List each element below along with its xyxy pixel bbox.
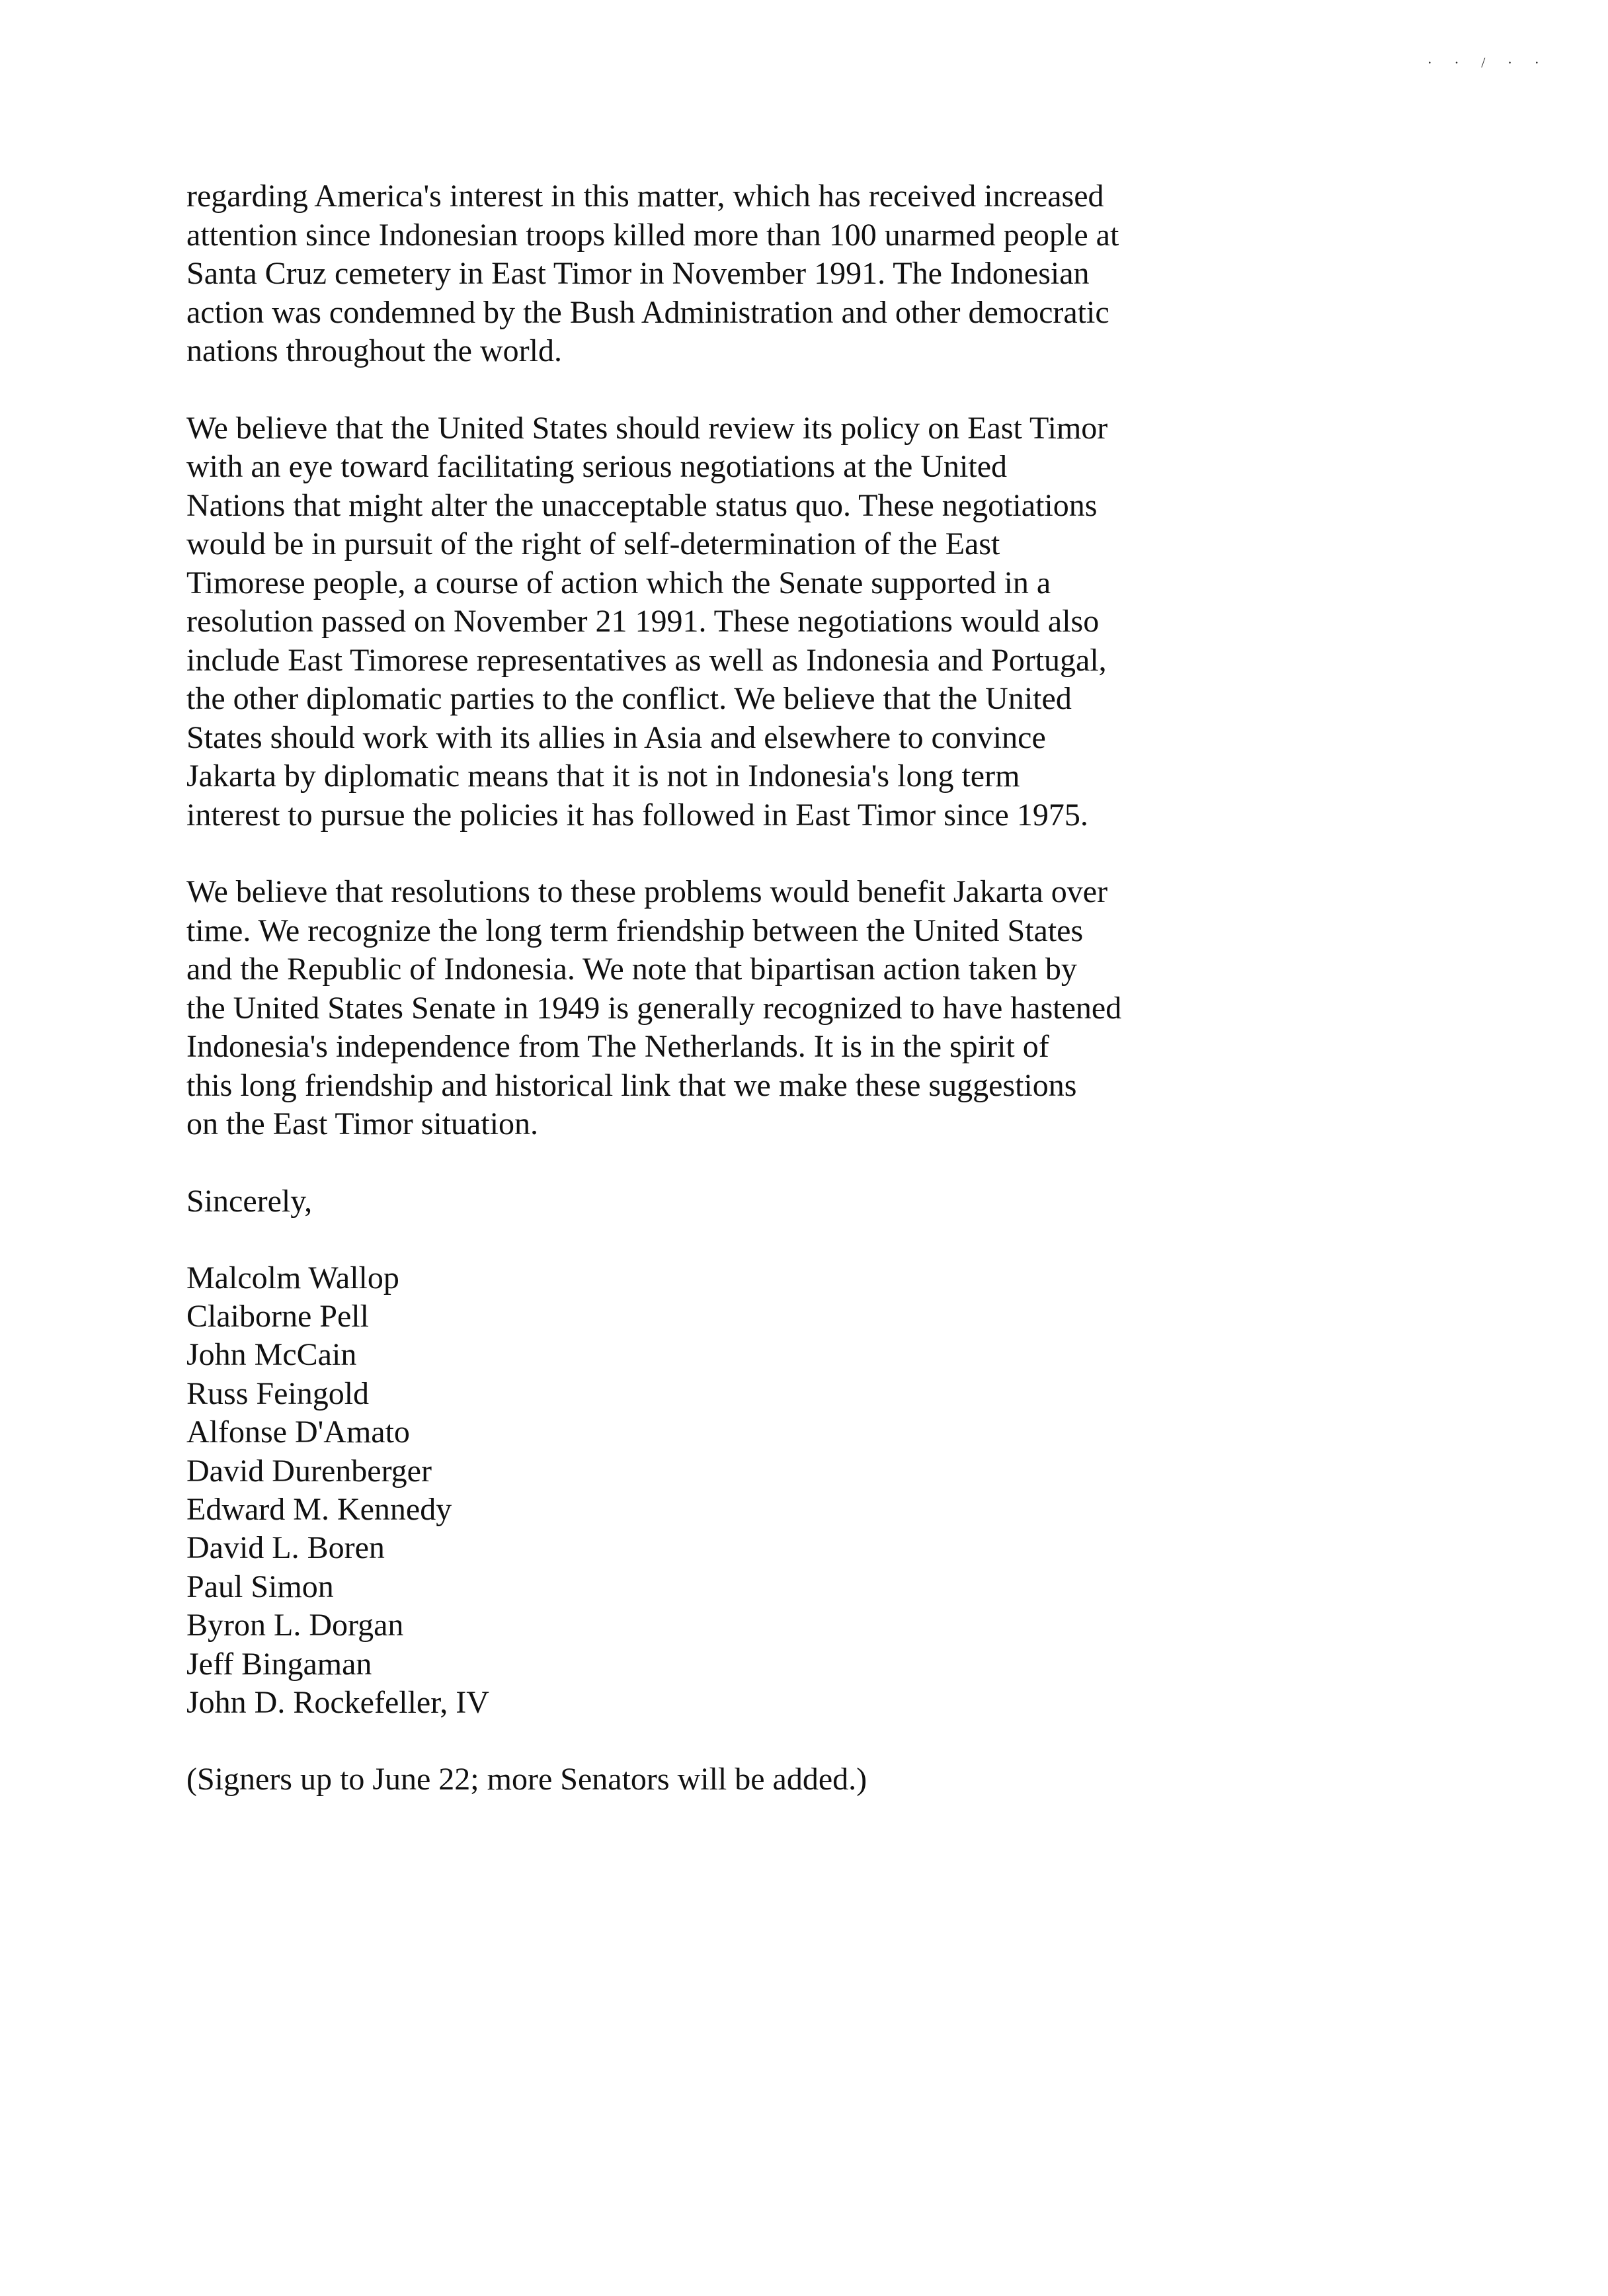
text-line: the other diplomatic parties to the conflict. We believe that the United <box>186 681 1072 716</box>
paragraph-1 <box>186 177 1429 371</box>
signer-name: John McCain <box>186 1337 357 1373</box>
text-line: this long friendship and historical link that we make these suggestions <box>186 1067 1077 1103</box>
text-line: Timorese people, a course of action which the Senate supported in a <box>186 565 1051 600</box>
text-line: resolution passed on November 21 1991. These negotiations would also <box>186 604 1100 639</box>
signer-name: Claiborne Pell <box>186 1298 369 1334</box>
text-line: on the East Timor situation. <box>186 1106 539 1141</box>
text-line: Nations that might alter the unacceptable status quo. These negotiations <box>186 487 1098 523</box>
text-line: with an eye toward facilitating serious negotiations at the United <box>186 449 1007 484</box>
text-line: regarding America's interest in this matter, which has received increased <box>186 179 1104 214</box>
letter-body <box>186 177 1429 1799</box>
signer-name: John D. Rockefeller, IV <box>186 1684 489 1720</box>
signer-name: Byron L. Dorgan <box>186 1608 404 1643</box>
text-line: Indonesia's independence from The Netherlands. It is in the spirit of <box>186 1029 1049 1064</box>
text-line: time. We recognize the long term friendship between the United States <box>186 913 1084 948</box>
signer-name: David L. Boren <box>186 1530 385 1566</box>
text-line: attention since Indonesian troops killed more than 100 unarmed people at <box>186 217 1119 253</box>
signer-name: Jeff Bingaman <box>186 1646 372 1682</box>
signer-name: Edward M. Kennedy <box>186 1491 452 1527</box>
text-line: the United States Senate in 1949 is generally recognized to have hastened <box>186 990 1122 1026</box>
text-line: States should work with its allies in Asia and elsewhere to convince <box>186 719 1046 755</box>
signer-name: Russ Feingold <box>186 1375 370 1411</box>
signer-name: David Durenberger <box>186 1453 432 1489</box>
paragraph-3 <box>186 873 1429 1144</box>
text-line: action was condemned by the Bush Administration and other democratic <box>186 294 1109 330</box>
signers-footnote: (Signers up to June 22; more Senators will be added.) <box>186 1762 867 1797</box>
signer-name: Malcolm Wallop <box>186 1260 399 1295</box>
signer-name: Alfonse D'Amato <box>186 1414 410 1450</box>
page-mark: · · / · · <box>1427 54 1548 71</box>
paragraph-2 <box>186 409 1429 835</box>
signer-list <box>186 1259 1429 1723</box>
text-line: interest to pursue the policies it has followed in East Timor since 1975. <box>186 797 1088 833</box>
text-line: We believe that the United States should review its policy on East Timor <box>186 410 1108 446</box>
text-line: Jakarta by diplomatic means that it is not in Indonesia's long term <box>186 758 1020 794</box>
text-line: Santa Cruz cemetery in East Timor in November 1991. The Indonesian <box>186 256 1090 291</box>
closing-salutation: Sincerely, <box>186 1183 313 1219</box>
text-line: nations throughout the world. <box>186 333 562 368</box>
text-line: would be in pursuit of the right of self-determination of the East <box>186 526 1000 561</box>
text-line: We believe that resolutions to these problems would benefit Jakarta over <box>186 874 1108 909</box>
text-line: and the Republic of Indonesia. We note that bipartisan action taken by <box>186 952 1077 987</box>
signer-name: Paul Simon <box>186 1569 334 1604</box>
text-line: include East Timorese representatives as well as Indonesia and Portugal, <box>186 642 1107 678</box>
